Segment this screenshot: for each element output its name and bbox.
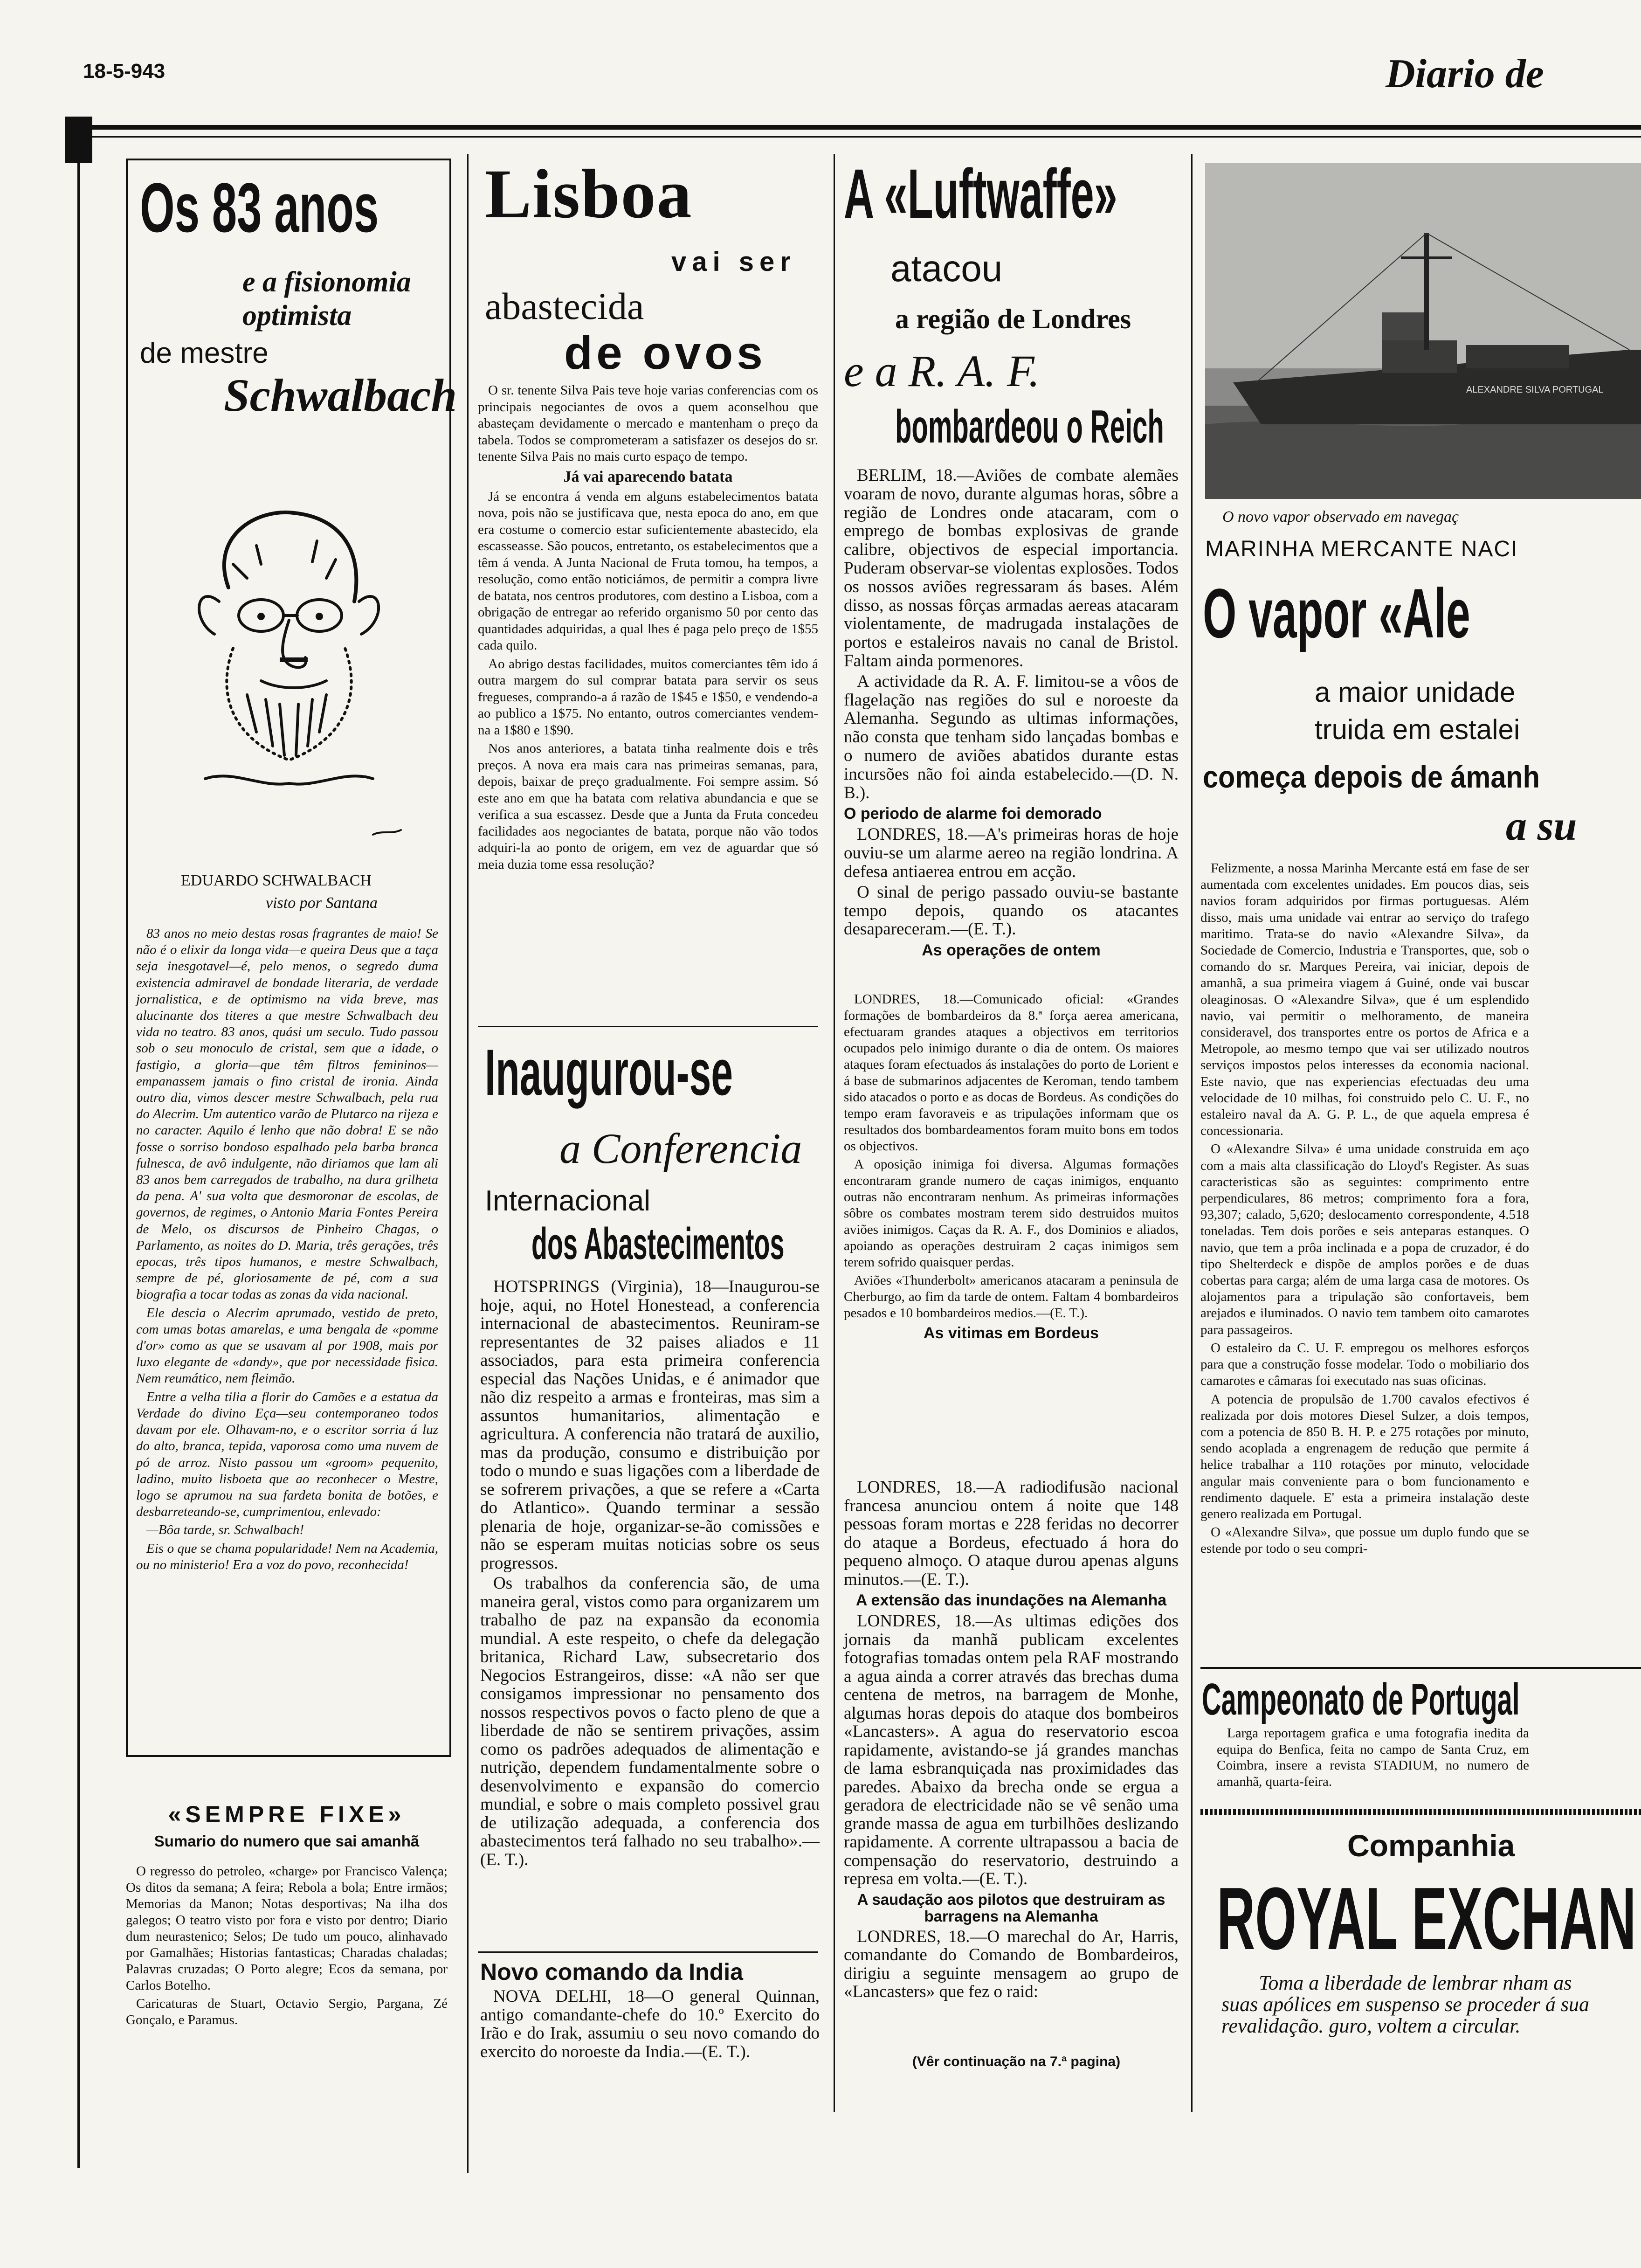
paragraph: Eis o que se chama popularidade! Nem na Academia, ou no ministerio! Era a voz do povo, reconhecida! <box>136 1541 438 1572</box>
left-margin-rule <box>77 163 80 2168</box>
paragraph: NOVA DELHI, 18—O general Quinnan, antigo comandante-chefe do 10.º Exercito do Irão e do Irak, assumiu o seu novo comando do exercito do noroeste da India.—(E. T.). <box>480 1987 820 2061</box>
paragraph: LONDRES, 18.—As ultimas edições dos jornais da manhã publicam excelentes fotografias tomadas ontem pela RAF mostrando a agua ainda a correr através das brechas duma centena de metros, na barragem de Monhe, algumas horas depois do ataque dos bombeiros «Lancasters». A agua do reservatorio escoa rapidamente, avistando-se já grandes manchas de lama esbranquiçada nas proximidades das paredes. Abaixo da brecha onde se ergua a geradora de electricidade não se vê senão uma grande massa de agua em turbilhões deslizando rapidamente. A corrente ultrapassou a bacia de compensação do reservatorio, destruindo a represa em volta.—(E. T.). <box>844 1611 1179 1888</box>
paragraph: HOTSPRINGS (Virginia), 18—Inaugurou-se hoje, aqui, no Hotel Honestead, a conferencia internacional de abastecimentos. Reuniram-se representantes de 32 paises aliados e 11 associados, para esta primeira conferencia especial das Nações Unidas, e é animador que não diz respeito a armas e fronteiras, mas sim a assuntos humanitarios, alimentação e agricultura. A conferencia não tratará de auxilio, mas da produção, consumo e distribuição por todo o mundo e suas ligações com a liberdade de se sofrerem privações, a que se refere a «Carta do Atlantico». Quando terminar a sessão plenaria de hoje, organizar-se-ão comissões e não se esperam muitas noticias sobre os seus progressos. <box>480 1277 820 1573</box>
bordeus-article-body <box>844 1478 1179 2003</box>
campeonato-headline-wrap <box>1202 1674 1641 1725</box>
headline-internacional: Internacional <box>485 1185 651 1217</box>
paragraph: A actividade da R. A. F. limitou-se a vôos de flagelação nas regiões do sul e noroeste da Alemanha. Segundo as ultimas informações, não consta que tenham sido lançadas bombas e o numero de aviões abatidos durante estas incursões não foi ainda estabelecido.—(D. N. B.). <box>844 671 1179 802</box>
luftwaffe-headline <box>844 154 1179 453</box>
masthead-rule-thin <box>65 136 1641 138</box>
paragraph: Aviões «Thunderbolt» americanos atacaram a peninsula de Cherburgo, ao fim da tarde de ontem. Faltam 4 bombardeiros pesados e 10 bombardeiros medios.—(E. T.). <box>844 1273 1179 1321</box>
paragraph: O regresso do petroleo, «charge» por Francisco Valença; Os ditos da semana; A feira; Rebola a bola; Entre irmãos; Memorias da Manon; Notas desportivas; Na ilha dos galegos; O teatro visto por fora e visto por dentro; Diario dum neurastenico; Selos; De tudo um pouco, alinhavado por Gamalhães; Historias fantasticas; Charadas chaladas; Palavras cruzadas; O Porto alegre; Ecos da semana, por Carlos Botelho. <box>126 1864 448 1993</box>
headline-comeca-wrap <box>1203 760 1577 794</box>
headline-atacou: atacou <box>890 248 1003 289</box>
paragraph: Felizmente, a nossa Marinha Mercante está em fase de ser aumentada com excelentes unidades. Em poucos dias, seis navios foram adquiridos por firmas portuguesas. Além disso, mais uma unidade vai entrar ao serviço do trafego maritimo. Trata-se do navio «Alexandre Silva», da Sociedade de Comercio, Industria e Transportes, que, sob o comando do sr. Marques Pereira, vai iniciar, depois de amanhã, a sua primeira viagem á Guiné, onde vai buscar oleaginosas. O «Alexandre Silva», que é um esplendido navio, vai permitir o melhoramento, de maneira consideravel, dos transportes entre os portos de Africa e a Metropole, ao mesmo tempo que vai ser utilizado noutros serviços impostos pelos interesses da economia nacional. Este navio, que nas experiencias efectuadas deu uma velocidade de 10 milhas, foi construido pelo C. U. F., no estaleiro naval da A. G. P. L., de que aquela empresa é concessionaria. <box>1200 861 1529 1139</box>
newspaper-title: Diario de <box>1386 51 1544 97</box>
operations-article-body <box>844 991 1179 1345</box>
paragraph: O «Alexandre Silva» é uma unidade construida em aço com a mais alta classificação do Lloyd's Register. As suas caracteristicas são as seguintes: comprimento entre perpendiculares, 86 metros; comprimento fora a fora, 93,307; calado, 5,620; deslocamento correspondente, 4.518 toneladas. Tem dois porões e seis anteparas estanques. O navio, que tem a prôa inclinada e a popa de cruzador, é do tipo Shelterdeck e dispõe de amplos porões e de duas cobertas para carga; além de uma larga casa de motores. Os alojamentos para a tripulação são confortaveis, bem arejados e iluminados. O navio tem tambem oito camarotes para passageiros. <box>1200 1141 1529 1337</box>
lisboa-headline-abastecida: abastecida <box>485 285 644 327</box>
india-headline: Novo comando da India <box>480 1959 743 1985</box>
paragraph: —Bôa tarde, sr. Schwalbach! <box>146 1522 304 1538</box>
ad-royal-wrap <box>1217 1870 1641 1968</box>
conference-article-body <box>480 1278 820 1871</box>
headline-dos-abastecimentos: dos Abastecimentos <box>531 1219 785 1269</box>
section-subheading: A extensão das inundações na Alemanha <box>855 1591 1167 1609</box>
column-divider <box>467 154 469 2173</box>
section-subheading: As operações de ontem <box>922 941 1101 960</box>
paragraph: A oposição inimiga foi diversa. Algumas formações encontraram grande numero de caças inimigos, enquanto outras não encontraram nenhum. As primeiras informações sôbre os combates mostram terem sido destruidos muitos aviões inimigos. Caças da R. A. F., dos Dominios e aliados, apoiando as operações destruiram 2 caças inimigos sem terem sofrido quaisquer perdas. <box>844 1157 1179 1270</box>
headline-regiao-londres: a região de Londres <box>895 304 1131 334</box>
schwalbach-caricature <box>140 480 438 872</box>
headline-maior-unidade: a maior unidade <box>1315 677 1516 708</box>
sempre-fixe-subtitle: Sumario do numero que sai amanhã <box>154 1832 420 1850</box>
paragraph: LONDRES, 18.—A radiodifusão nacional francesa anunciou ontem á noite que 148 pessoas foram mortas e 228 feridas no decorrer do ataque a Bordeus, efectuado á hora do pequeno almoço. O ataque durou apenas alguns minutos.—(E. T.). <box>844 1478 1179 1589</box>
ad-royal-exchange: ROYAL EXCHAN <box>1217 1869 1636 1968</box>
headline-e-a-raf: e a R. A. F. <box>844 346 1040 396</box>
section-subheading: As vitimas em Bordeus <box>923 1324 1099 1342</box>
campeonato-body <box>1217 1725 1529 1791</box>
paragraph: LONDRES, 18.—O marechal do Ar, Harris, comandante do Comando de Bombardeiros, dirigiu a seguinte mensagem ao grupo de «Lancasters» que fez o raid: <box>844 1927 1179 2001</box>
section-rule <box>478 1951 818 1953</box>
paragraph: Ao abrigo destas facilidades, muitos comerciantes têm ido á outra margem do sul comprar batata para servir os seus fregueses, comprando-a á razão de 1$45 e 1$50, e vendendo-a ao publico a 1$75. No entanto, outros comerciantes vendem-na a 1$80 e 1$90. <box>478 656 818 738</box>
section-rule <box>478 1026 818 1027</box>
ad-body: Toma a liberdade de lembrar nham as suas apólices em suspenso se proceder á sua revalidação. guro, voltem a circular. <box>1221 1971 1590 2037</box>
paragraph: O «Alexandre Silva», que possue um duplo fundo que se estende por todo o seu compri- <box>1200 1525 1529 1556</box>
paragraph: Entre a velha tilia a florir do Camões e a estatua da Verdade do divino Eça—seu contemporaneo todos davam por ele. Olhavam-no, e o escritor sorria á luz do alto, branca, tepida, vaporosa como uma nuvem de pó de arroz. Nisto passou um «groom» pequenito, ladino, muito lisboeta que ao reconhecer o Mestre, logo se aprumou na sua fardeta bonita de botões, e desbarreteando-se, cumprimentou, enlevado: <box>136 1389 438 1520</box>
lisboa-headline-de-ovos: de ovos <box>564 327 766 379</box>
headline-os-83-anos: Os 83 anos <box>140 168 379 247</box>
section-subheading: O periodo de alarme foi demorado <box>844 805 1102 823</box>
caricature-caption-artist: visto por Santana <box>266 894 378 912</box>
schwalbach-article-body <box>136 926 438 1575</box>
page-date: 18-5-943 <box>83 60 165 83</box>
paragraph: O sinal de perigo passado ouviu-se bastante tempo depois, quando os atacantes desapareceram.—(E. T.). <box>844 882 1179 939</box>
headline-fisionomia: e a fisionomia <box>242 266 411 298</box>
luftwaffe-article-body <box>844 466 1179 962</box>
paragraph: Já se encontra á venda em alguns estabelecimentos batata nova, pois não se justificava que, nesta epoca do ano, em que era costume o comercio estar suficientemente abastecido, ela escasseasse. São poucos, entretanto, os estabelecimentos que a têm á venda. A Junta Nacional de Fruta tomou, ha tempos, a resolução, como então noticiámos, de permitir a compra livre de batata, nos centros produtores, com destino a Lisboa, com a obrigação de entregar ao referido organismo 50 por cento das quantidades adquiridas, a qual lhes é paga pelo preço de 1$55 cada quilo. <box>478 489 818 653</box>
sempre-fixe-summary <box>126 1863 448 2030</box>
paragraph: O sr. tenente Silva Pais teve hoje varias conferencias com os principais negociantes de ovos a quem aconselhou que abasteçam devidamente o mercado e mantenham o preço da tabela. Todos se comprometeram a satisfazer os desejos do sr. tenente Silva Pais no mais curto espaço de tempo. <box>478 383 818 464</box>
headline-a-luftwaffe: A «Luftwaffe» <box>844 154 1117 233</box>
section-subheading: Já vai aparecendo batata <box>563 468 733 485</box>
paragraph: Larga reportagem grafica e uma fotografia inedita da equipa do Benfica, feita no campo de Santa Cruz, em Coimbra, insere a revista STADIUM, no numero de amanhã, quarta-feira. <box>1217 1726 1529 1789</box>
lisboa-article-body <box>478 382 818 875</box>
headline-bombardeou-o-reich: bombardeou o Reich <box>895 401 1164 453</box>
headline-a-conferencia: a Conferencia <box>559 1125 802 1172</box>
lisboa-headline-main: Lisboa <box>485 155 693 233</box>
paragraph: A potencia de propulsão de 1.700 cavalos efectivos é realizada por dois motores Diesel Sulzer, a dois tempos, com a potencia de 850 B. H. P. e 275 rotações por minuto, sendo acoplada a engrenagem de redução que permite á helice trabalhar a 110 rotações por minuto, velocidade angular mais conveniente para o bom funcionamento e rendimento daquele. E' esta a primeira instalação deste genero realizada em Portugal. <box>1200 1391 1529 1521</box>
paragraph: LONDRES, 18.—Comunicado oficial: «Grandes formações de bombardeiros da 8.ª força aerea americana, efectuaram grandes ataques a objectivos em territorios ocupados pelo inimigo durante o dia de ontem. Os maiores ataques foram efectuados ás instalações do porto de Lorient e á base de submarinos adjacentes de Keroman, tendo tambem sido atacados o porto e as docas de Bordeus. As condições do tempo eram favoraveis e as tripulações informam que os resultados dos bombardeamentos foram muito bons em todos os objectivos. <box>844 992 1179 1154</box>
paragraph: Ele descia o Alecrim aprumado, vestido de preto, com umas botas amarelas, e uma bengala de «pomme d'or» como as que se usavam al por 1908, mais por luxo elegante de «dandy», que por necessidade fisica. Nem reumático, nem fleimão. <box>136 1305 438 1386</box>
kicker-marinha-mercante: MARINHA MERCANTE NACI <box>1205 537 1518 561</box>
headline-campeonato-de-portugal: Campeonato de Portugal <box>1202 1674 1520 1724</box>
paragraph: LONDRES, 18.—A's primeiras horas de hoje ouviu-se um alarme aereo na região londrina. A defesa antiaerea entrou em acção. <box>844 825 1179 881</box>
continued-note: (Vêr continuação na 7.ª pagina) <box>912 2054 1121 2069</box>
headline-optimista: optimista <box>242 300 352 332</box>
paragraph: Caricaturas de Stuart, Octavio Sergio, Pargana, Zé Gonçalo, e Paramus. <box>126 1996 448 2027</box>
headline-de-mestre: de mestre <box>140 337 269 369</box>
paragraph: 83 anos no meio destas rosas fragrantes de maio! Se não é o elixir da longa vida—e queira Deus que a taça seja inesgotavel—é, pelo menos, o segredo duma existencia admiravel de bondade literaria, de verdade jornalistica, e de optimismo na vida breve, mas alucinante dos titeres a que mestre Schwalbach deu vida no teatro. 83 anos, quási um seculo. Tudo passou sob o seu monoculo de cristal, sem que a idade, o fastigio, a gloria—que têm filtros femininos—empanassem jamais o fino cristal de ironia. Ainda outro dia, vimos descer mestre Schwalbach, pela rua do Alecrim. Um autentico varão de Plutarco na rijeza e no caracter. Aquilo é lenho que não dobra! E se não fosse o sorriso bondoso espalhado pela barba branca fulnesca, de avô indulgente, não diriamos que lam ali 83 anos bem carregados de trabalho, na dura grilheta da pena. A' sua volta que desmoronar de escolas, de governos, de regimes, o Antonio Maria Fontes Pereira de Melo, os discursos de Pinheiro Chagas, o Parlamento, as noites do D. Maria, três gerações, três epocas, três tipos humanos, e mestre Schwalbach, sempre de pé, gloriosamente de pé, com a sua biografia a tocar todas as zonas da vida nacional. <box>136 926 438 1302</box>
vapor-headline-wrap <box>1203 574 1634 653</box>
masthead-rule-thick <box>65 125 1641 130</box>
paragraph: O estaleiro da C. U. F. empregou os melhores esforços para que a construção fosse modelar. Todo o mobiliario dos camarotes e câmaras foi executado nas suas oficinas. <box>1200 1340 1529 1389</box>
paragraph: BERLIM, 18.—Aviões de combate alemães voaram de novo, durante algumas horas, sôbre a região de Londres onde atacaram, com o emprego de bombas explosivas de grande calibre, objectivos de especial importancia. Puderam observar-se violentas explosões. Todos os nossos aviões regressaram ás bases. Além disso, as nossas fôrças armadas aereas atacaram violentamente, de madrugada instalações de portos e estaleiros navais no canal de Bristol. Faltam ainda pormenores. <box>844 466 1179 671</box>
headline-inaugurou-se: Inaugurou-se <box>485 1036 733 1109</box>
vapor-article-body <box>1200 860 1529 1559</box>
conference-headline <box>485 1035 825 1269</box>
caricature-caption-name: EDUARDO SCHWALBACH <box>181 872 372 889</box>
sempre-fixe-title: «SEMPRE FIXE» <box>168 1801 406 1827</box>
headline-a-sua: a su <box>1506 803 1577 849</box>
headline-truida-estalei: truida em estalei <box>1315 714 1520 745</box>
india-article-body <box>480 1987 820 2063</box>
paragraph: Nos anos anteriores, a batata tinha realmente dois e três preços. A nova era mais cara nas primeiras semanas, para, depois, baixar de preço gradualmente. Foi sempre assim. Só este ano em que ha batata com relativa abundancia e que se verifica a sua escassez. Desde que a Junta da Fruta concedeu facilidades aos negociantes de batata, porque não vão todos adquiri-la ao ponto de origem, em vez de aguardar que só meia duzia tome essa resolução? <box>478 741 818 872</box>
ship-photo <box>1205 163 1641 499</box>
lisboa-headline-vai-ser: vai ser <box>671 247 796 277</box>
headline-schwalbach: Schwalbach <box>224 369 457 421</box>
section-rule <box>1200 1667 1641 1669</box>
schwalbach-headline <box>140 168 457 421</box>
ad-border-top <box>1200 1809 1641 1815</box>
ship-hull-lettering: ALEXANDRE SILVA PORTUGAL <box>1466 385 1604 395</box>
column-divider <box>834 154 835 2112</box>
left-margin-block <box>65 117 92 163</box>
headline-comeca-depois: começa depois de ámanh <box>1203 760 1540 794</box>
paragraph: Os trabalhos da conferencia são, de uma maneira geral, vistos como para organizarem um trabalho de paz na expansão da economia mundial. A este respeito, o chefe da delegação britanica, Richard Law, subsecretario dos Negocios Estrangeiros, disse: «A não ser que consigamos impressionar no pensamento dos nossos respectivos povos o facto pleno de que a liberdade de não se sentirem privações, assim como os padrões adequados de alimentação e nutrição, dependem fundamentalmente sobre o desenvolvimento e expansão do comercio mundial, e sobre o mais completo possivel grau de utilização adequada, a conferencia dos abastecimentos terá falhado no seu trabalho».—(E. T.). <box>480 1574 820 1869</box>
section-subheading: A saudação aos pilotos que destruiram as barragens na Alemanha <box>857 1890 1165 1925</box>
photo-caption: O novo vapor observado em navegaç <box>1222 508 1459 526</box>
headline-o-vapor: O vapor «Ale <box>1203 574 1470 652</box>
ad-companhia: Companhia <box>1347 1828 1515 1863</box>
